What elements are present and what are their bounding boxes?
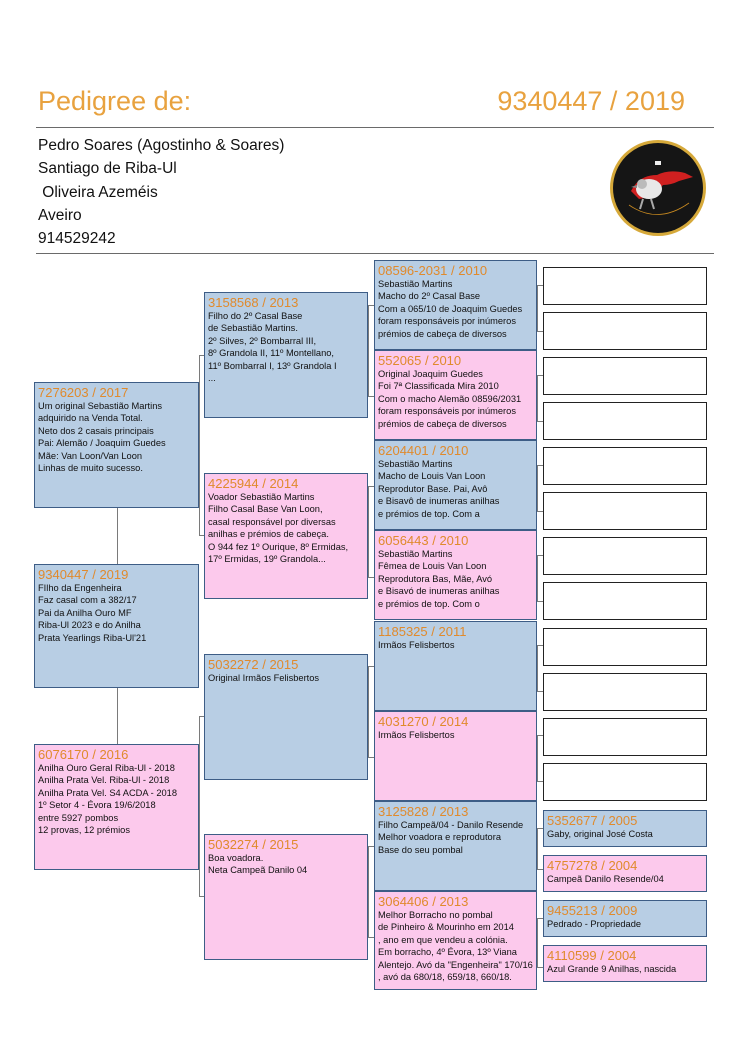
box-line: Campeã Danilo Resende/04: [547, 874, 664, 884]
pedigree-box-empty[interactable]: [543, 267, 707, 305]
pedigree-box-gen2-3[interactable]: [204, 654, 368, 780]
box-line: e Bisavó de inumeras anilhas: [378, 586, 500, 597]
pedigree-box-empty[interactable]: [543, 628, 707, 666]
box-line: Melhor Borracho no pombal: [378, 910, 493, 920]
box-line: Foi 7ª Classificada Mira 2010: [378, 381, 499, 392]
box-line: Macho do 2º Casal Base: [378, 291, 481, 302]
box-line: casal responsável por diversas: [208, 516, 336, 527]
pedigree-box-gen3-1[interactable]: [374, 260, 537, 350]
ring-number: 3125828 / 2013: [378, 804, 469, 819]
ring-number: 552065 / 2010: [378, 353, 462, 368]
pedigree-box-gen2-1[interactable]: [204, 292, 368, 418]
box-line: anilhas e prémios de cabeça.: [208, 529, 329, 540]
box-line: Voador Sebastião Martins: [208, 492, 315, 502]
box-line: Alentejo. Avó da "Engenheira" 170/16: [378, 959, 533, 970]
box-line: FIlho da Engenheira: [38, 583, 122, 593]
header-divider-bottom: [36, 253, 714, 254]
box-line: 12 provas, 12 prémios: [38, 825, 130, 836]
owner-city: Oliveira Azeméis: [38, 183, 158, 201]
ring-number: 1185325 / 2011: [378, 624, 467, 639]
ring-number: 9340447 / 2019: [38, 567, 129, 582]
box-line: Reprodutor Base. Pai, Avô: [378, 483, 488, 494]
box-line: Sebastião Martins: [378, 549, 453, 559]
pedigree-box-gen3-5[interactable]: [374, 621, 537, 711]
ring-number: 6204401 / 2010: [378, 443, 469, 458]
pedigree-box-empty[interactable]: [543, 492, 707, 530]
box-line: e Bisavô de inumeras anilhas: [378, 496, 500, 507]
box-line: Fêmea de Louis Van Loon: [378, 561, 487, 572]
box-line: Original Irmãos Felisbertos: [208, 673, 320, 683]
pedigree-box-dam[interactable]: [34, 744, 199, 870]
pedigree-box-empty[interactable]: [543, 673, 707, 711]
box-line: Em borracho, 4º Évora, 13º Viana: [378, 947, 517, 958]
ring-number: 4757278 / 2004: [547, 858, 638, 873]
box-line: prémios de cabeça de diversos: [378, 418, 507, 429]
ring-number: 5032274 / 2015: [208, 837, 299, 852]
box-line: Original Joaquim Guedes: [378, 369, 483, 379]
owner-district: Aveiro: [38, 206, 82, 224]
box-line: Irmãos Felisbertos: [378, 730, 455, 740]
box-line: 11º Bombarral I, 13º Grandola I: [208, 360, 337, 371]
box-line: Anilha Prata Vel. S4 ACDA - 2018: [38, 787, 178, 798]
pedigree-box-gen3-7[interactable]: [374, 801, 537, 891]
box-line: 1º Setor 4 - Évora 19/6/2018: [38, 800, 156, 811]
pedigree-box-gen4-1[interactable]: [543, 810, 707, 847]
box-line: Pedrado - Propriedade: [547, 919, 642, 929]
owner-phone: 914529242: [38, 230, 116, 248]
box-line: Com a 065/10 de Joaquim Guedes: [378, 303, 523, 314]
ring-number: 4110599 / 2004: [547, 948, 637, 963]
pedigree-box-sire[interactable]: [34, 382, 199, 508]
box-line: prémios de cabeça de diversos: [378, 328, 507, 339]
box-line: 2º Silves, 2º Bombarral III,: [208, 335, 317, 346]
club-logo: [609, 139, 707, 237]
pedigree-box-gen3-6[interactable]: [374, 711, 537, 801]
pedigree-box-empty[interactable]: [543, 537, 707, 575]
pedigree-box-empty[interactable]: [543, 718, 707, 756]
pedigree-box-gen3-2[interactable]: [374, 350, 537, 440]
pedigree-box-empty[interactable]: [543, 763, 707, 801]
pedigree-box-empty[interactable]: [543, 582, 707, 620]
pedigree-box-gen3-8[interactable]: [374, 891, 537, 990]
pedigree-box-empty[interactable]: [543, 402, 707, 440]
ring-number: 3158568 / 2013: [208, 295, 299, 310]
box-line: Filho Campeã/04 - Danilo Resende: [378, 820, 524, 830]
box-line: Prata Yearlings Riba-Ul'21: [38, 632, 147, 643]
box-line: Linhas de muito sucesso.: [38, 463, 143, 474]
pedigree-box-gen3-3[interactable]: [374, 440, 537, 530]
box-line: Pai da Anilha Ouro MF: [38, 607, 132, 618]
box-line: Base do seu pombal: [378, 844, 463, 855]
box-line: Anilha Ouro Geral Riba-Ul - 2018: [38, 763, 175, 773]
owner-info: [38, 134, 284, 250]
pedigree-box-gen4-4[interactable]: [543, 945, 707, 982]
box-line: Gaby, original José Costa: [547, 829, 653, 839]
box-line: Sebastião Martins: [378, 279, 453, 289]
box-line: Macho de Louis Van Loon: [378, 471, 486, 482]
box-line: Filho Casal Base Van Loon,: [208, 504, 323, 515]
ring-number: 5352677 / 2005: [547, 813, 638, 828]
owner-locality: Santiago de Riba-Ul: [38, 160, 177, 178]
subject-ring-title: 9340447 / 2019: [497, 86, 685, 116]
box-line: Riba-Ul 2023 e do Anilha: [38, 620, 141, 631]
header-divider-top: [36, 127, 714, 128]
box-line: Boa voadora.: [208, 853, 264, 863]
box-line: Neto dos 2 casais principais: [38, 425, 154, 436]
page-title: Pedigree de:: [38, 86, 192, 116]
box-line: ...: [208, 373, 216, 384]
pedigree-box-gen3-4[interactable]: [374, 530, 537, 620]
box-line: Melhor voadora e reprodutora: [378, 832, 501, 843]
box-line: Azul Grande 9 Anilhas, nascida: [547, 964, 677, 974]
pedigree-box-gen4-2[interactable]: [543, 855, 707, 892]
ring-number: 9455213 / 2009: [547, 903, 638, 918]
box-line: foram responsáveis por inúmeros: [378, 316, 516, 327]
ring-number: 5032272 / 2015: [208, 657, 299, 672]
pedigree-box-empty[interactable]: [543, 312, 707, 350]
box-line: de Pinheiro & Mourinho em 2014: [378, 922, 514, 933]
ring-number: 08596-2031 / 2010: [378, 263, 488, 278]
box-line: Anilha Prata Vel. Riba-Ul - 2018: [38, 775, 170, 786]
box-line: Irmãos Felisbertos: [378, 640, 455, 650]
ring-number: 4225944 / 2014: [208, 476, 299, 491]
box-line: Filho do 2º Casal Base: [208, 311, 303, 321]
pedigree-box-gen4-3[interactable]: [543, 900, 707, 937]
pedigree-box-subject[interactable]: [34, 564, 199, 688]
ring-number: 3064406 / 2013: [378, 894, 469, 909]
box-line: Mãe: Van Loon/Van Loon: [38, 450, 143, 461]
box-line: Sebastião Martins: [378, 459, 453, 469]
connector-line: [117, 688, 118, 744]
box-line: de Sebastião Martins.: [208, 323, 298, 334]
box-line: Neta Campeã Danilo 04: [208, 865, 308, 876]
ring-number: 4031270 / 2014: [378, 714, 469, 729]
box-line: , avó da 680/18, 659/18, 660/18.: [378, 972, 512, 983]
box-line: , ano em que vendeu a colónia.: [378, 934, 508, 945]
box-line: Com o macho Alemão 08596/2031: [378, 393, 522, 404]
ring-number: 7276203 / 2017: [38, 385, 129, 400]
box-line: 17º Ermidas, 19º Grandola...: [208, 554, 326, 565]
pedigree-box-gen2-2[interactable]: [204, 473, 368, 599]
box-line: e prémios de top. Com a: [378, 508, 480, 519]
box-line: 8º Grandola II, 11º Montellano,: [208, 348, 335, 359]
pedigree-box-gen2-4[interactable]: [204, 834, 368, 960]
ring-number: 6076170 / 2016: [38, 747, 129, 762]
pedigree-box-empty[interactable]: [543, 447, 707, 485]
connector-line: [117, 508, 118, 564]
owner-name: Pedro Soares (Agostinho & Soares): [38, 137, 285, 154]
box-line: adquirido na Venda Total.: [38, 413, 143, 424]
box-line: entre 5927 pombos: [38, 812, 119, 823]
box-line: Pai: Alemão / Joaquim Guedes: [38, 438, 166, 449]
box-line: foram responsáveis por inúmeros: [378, 406, 516, 417]
box-line: Reprodutora Bas, Mãe, Avó: [378, 573, 493, 584]
ring-number: 6056443 / 2010: [378, 533, 469, 548]
pedigree-box-empty[interactable]: [543, 357, 707, 395]
box-line: Faz casal com a 382/17: [38, 595, 137, 606]
box-line: Um original Sebastião Martins: [38, 401, 163, 411]
box-line: e prémios de top. Com o: [378, 598, 480, 609]
box-line: O 944 fez 1º Ourique, 8º Ermidas,: [208, 541, 349, 552]
